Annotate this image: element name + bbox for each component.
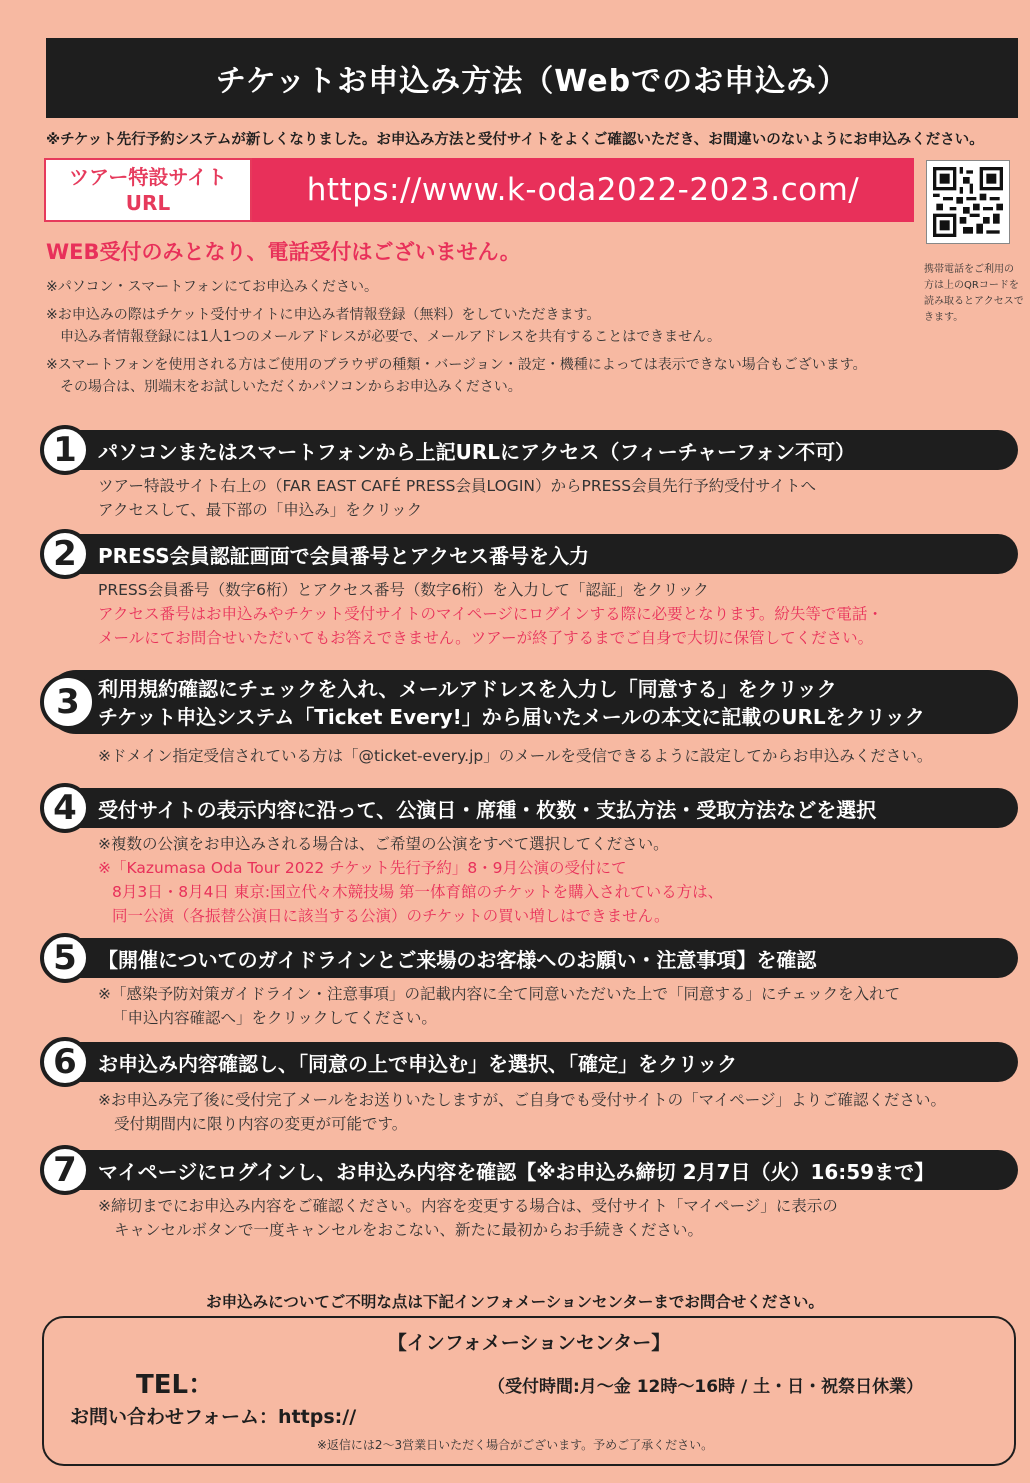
step-3-title-line: チケット申込システム「Ticket Every!」から届いたメールの本文に記載のURLをクリック [98, 705, 925, 729]
step-3-desc [98, 744, 932, 768]
step-4-number: 4 [40, 783, 90, 833]
step-2-number: 2 [40, 529, 90, 579]
qr-caption-line: きます。 [924, 312, 964, 323]
step-5-number: 5 [40, 933, 90, 983]
page-title [46, 38, 1018, 118]
tour-site-label [44, 158, 252, 222]
step-desc-line: アクセスして、最下部の「申込み」をクリック [98, 501, 423, 519]
step-4-bar [46, 788, 1018, 828]
step-desc-line: PRESS会員番号（数字6桁）とアクセス番号（数字6桁）を入力して「認証」をクリック [98, 581, 709, 599]
step-desc-line: ツアー特設サイト右上の（FAR EAST CAFÉ PRESS会員LOGIN）からPRESS会員先行予約受付サイトへ [98, 477, 816, 495]
step-1-title: パソコンまたはスマートフォンから上記URLにアクセス（フィーチャーフォン不可） [98, 440, 856, 464]
step-6-bar [46, 1042, 1018, 1082]
step-desc-line: キャンセルボタンで一度キャンセルをおこない、新たに最初からお手続きください。 [114, 1221, 704, 1239]
reception-hours: （受付時間:月～金 12時～16時 / 土・日・祝祭日休業） [488, 1377, 924, 1397]
qr-caption-line: 読み取るとアクセスで [924, 296, 1024, 307]
web-only-notice: WEB受付のみとなり、電話受付はございません。 [46, 240, 521, 264]
step-6-desc [98, 1088, 946, 1136]
step-desc-line: ※「感染予防対策ガイドライン・注意事項」の記載内容に全て同意いただいた上で「同意する」にチェックを入れて [98, 985, 901, 1003]
step-desc-line: ※締切までにお申込み内容をご確認ください。内容を変更する場合は、受付サイト「マイページ」に表示の [98, 1197, 838, 1215]
note-line: ※スマートフォンを使用される方はご使用のブラウザの種類・バージョン・設定・機種によっては表示できない場合もございます。 [46, 357, 867, 373]
step-5-bar [46, 938, 1018, 978]
step-7-title: マイページにログインし、お申込み内容を確認【※お申込み締切 2月7日（火）16:59まで】 [98, 1160, 935, 1184]
step-2-title: PRESS会員認証画面で会員番号とアクセス番号を入力 [98, 544, 590, 568]
step-6-title: お申込み内容確認し、「同意の上で申込む」を選択、「確定」をクリック [98, 1052, 738, 1076]
step-desc-line: 受付期間内に限り内容の変更が可能です。 [114, 1115, 408, 1133]
step-warning-line: 同一公演（各振替公演日に該当する公演）のチケットの買い増しはできません。 [112, 907, 670, 925]
step-7-number: 7 [40, 1145, 90, 1195]
note-line: その場合は、別端末をお試しいただくかパソコンからお申込みください。 [60, 379, 522, 395]
step-desc-line: ※複数の公演をお申込みされる場合は、ご希望の公演をすべて選択してください。 [98, 835, 669, 853]
step-desc-line: ※ドメイン指定受信されている方は「@ticket-every.jp」のメールを受信できるように設定してからお申込みください。 [98, 747, 933, 765]
qr-caption-line: 方は上のQRコードを [924, 280, 1019, 291]
page-title-text: チケットお申込み方法（Webでのお申込み） [215, 64, 849, 99]
step-4-title: 受付サイトの表示内容に沿って、公演日・席種・枚数・支払方法・受取方法などを選択 [98, 798, 877, 822]
tel-label: TEL： [136, 1370, 215, 1400]
step-1-desc [98, 474, 816, 522]
step-desc-line: 「申込内容確認へ」をクリックしてください。 [112, 1009, 437, 1027]
qr-code-icon [933, 167, 1003, 237]
step-2-desc [98, 578, 883, 650]
step-4-desc [98, 832, 723, 928]
step-2-bar [46, 534, 1018, 574]
note-line: 申込み者情報登録には1人1つのメールアドレスが必要で、メールアドレスを共有することはできません。 [60, 329, 721, 345]
step-desc-line: ※お申込み完了後に受付完了メールをお送りいたしますが、ご自身でも受付サイトの「マイページ」よりご確認ください。 [98, 1091, 946, 1109]
qr-caption-line: 携帯電話をご利用の [924, 264, 1014, 275]
step-6-number: 6 [40, 1037, 90, 1087]
step-3-number: 3 [40, 674, 96, 730]
step-warning-line: アクセス番号はお申込みやチケット受付サイトのマイページにログインする際に必要となります。紛失等で電話・ [98, 605, 883, 623]
qr-code [926, 160, 1010, 244]
inquiry-text: お申込みについてご不明な点は下記インフォメーションセンターまでお問合せください。 [206, 1293, 824, 1311]
step-7-desc [98, 1194, 838, 1242]
tour-site-url[interactable]: https://www.k-oda2022-2023.com/ [306, 172, 860, 208]
tour-site-label-line2: URL [125, 191, 171, 215]
info-center-title: 【インフォメーションセンター】 [387, 1332, 671, 1354]
tour-site-url-link[interactable] [252, 158, 914, 222]
qr-caption [924, 262, 1024, 326]
step-warning-line: 8月3日・8月4日 東京:国立代々木競技場 第一体育館のチケットを購入されている方は、 [112, 883, 724, 901]
note-line: ※お申込みの際はチケット受付サイトに申込み者情報登録（無料）をしていただきます。 [46, 307, 601, 323]
step-7-bar [46, 1150, 1018, 1190]
step-3-title [98, 675, 925, 731]
tour-site-label-line1: ツアー特設サイト [69, 165, 227, 189]
step-1-bar [46, 430, 1018, 470]
step-5-desc [98, 982, 900, 1030]
step-warning-line: メールにてお問合せいただいてもお答えできません。ツアーが終了するまでご自身で大切に保管してください。 [98, 629, 874, 647]
step-3-bar [46, 670, 1018, 734]
step-3-title-line: 利用規約確認にチェックを入れ、メールアドレスを入力し「同意する」をクリック [98, 677, 837, 701]
step-1-number: 1 [40, 425, 90, 475]
reply-note: ※返信には2～3営業日いただく場合がございます。予めご了承ください。 [316, 1438, 714, 1452]
step-5-title: 【開催についてのガイドラインとご来場のお客様へのお願い・注意事項】を確認 [98, 948, 817, 972]
note-line: ※パソコン・スマートフォンにてお申込みください。 [46, 279, 379, 295]
inquiry-form-link[interactable]: お問い合わせフォーム：https:// [70, 1406, 357, 1428]
system-notice: ※チケット先行予約システムが新しくなりました。お申込み方法と受付サイトをよくご確認いただき、お間違いのないようにお申込みください。 [46, 132, 984, 148]
step-warning-line: ※「Kazumasa Oda Tour 2022 チケット先行予約」8・9月公演の受付にて [98, 859, 627, 877]
